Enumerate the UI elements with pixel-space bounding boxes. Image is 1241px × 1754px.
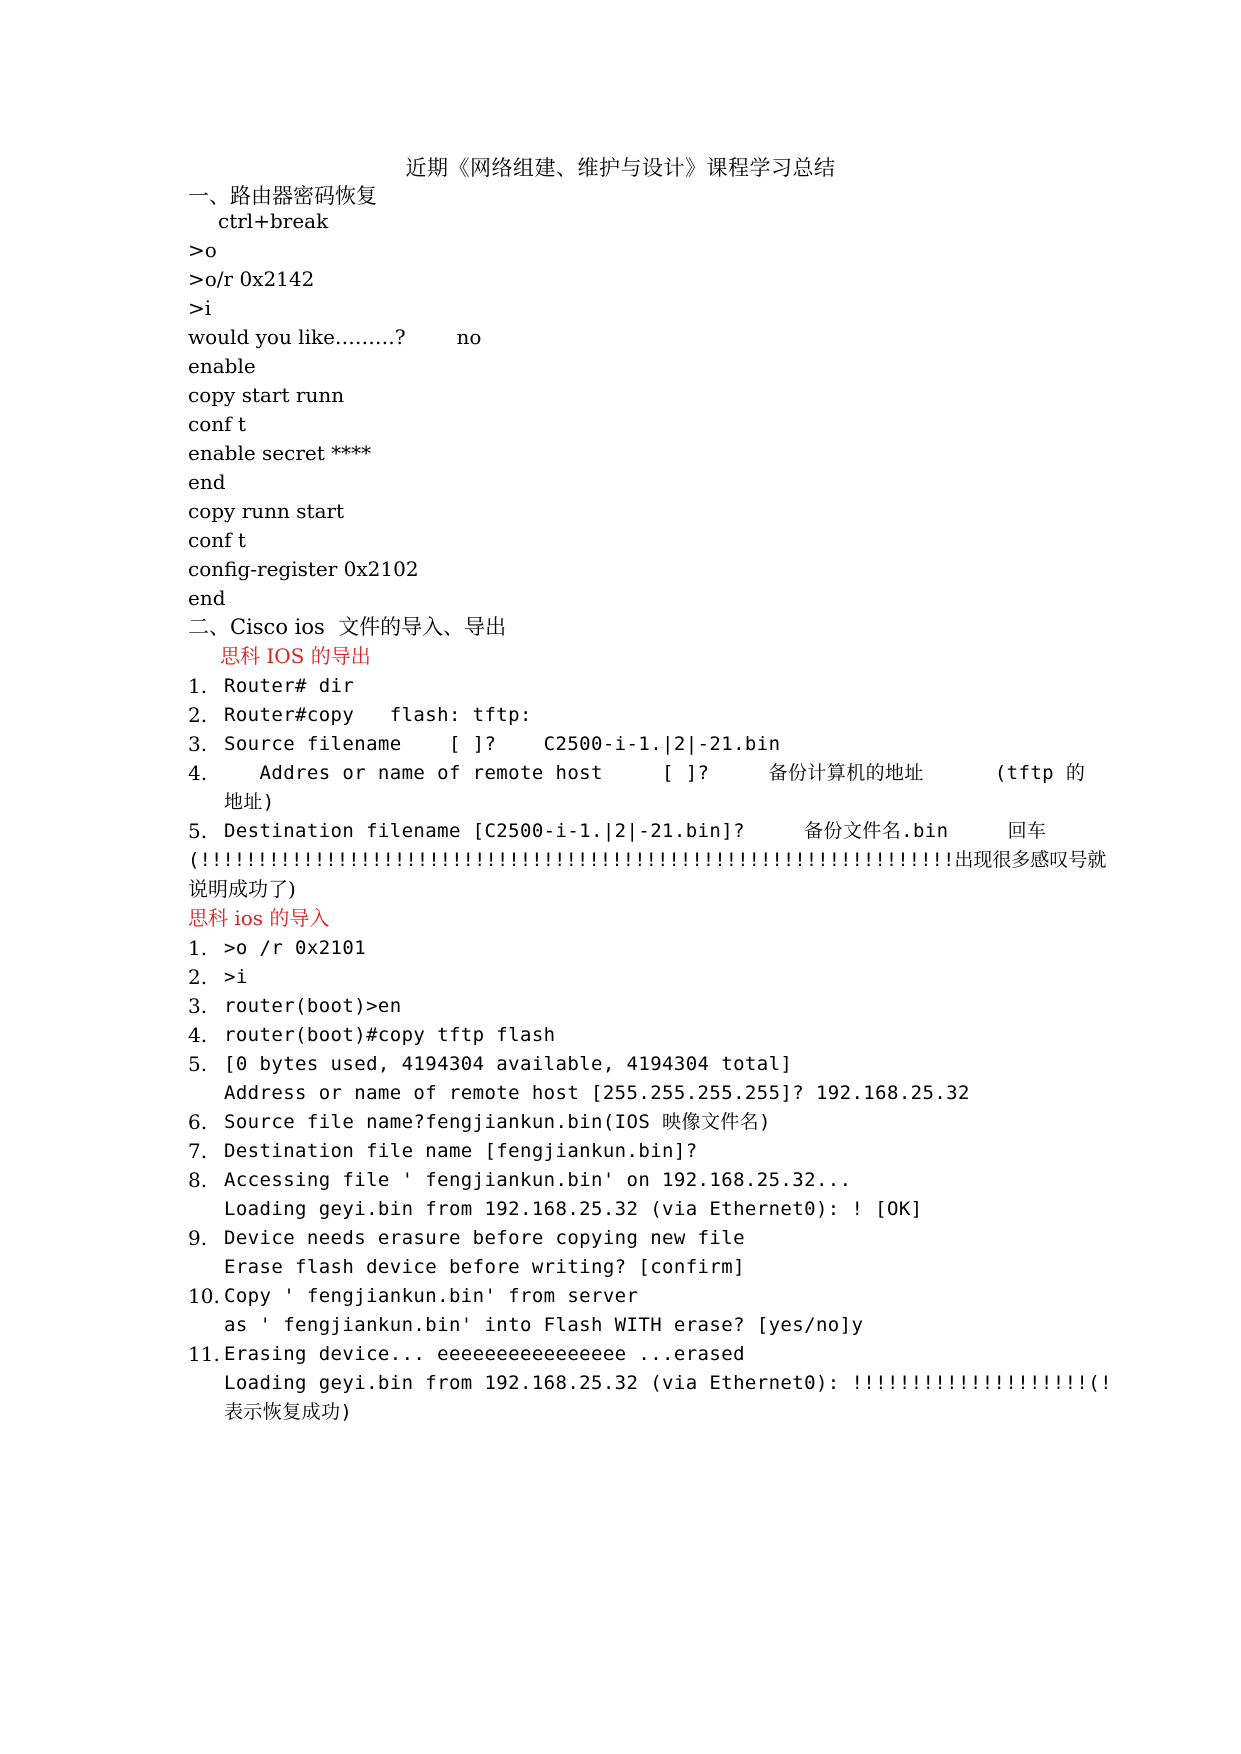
import-step-continued: Loading geyi.bin from 192.168.25.32 (via Ethernet0): ! [OK] (224, 1198, 923, 1220)
import-step: Copy ' fengjiankun.bin' from server (224, 1285, 639, 1307)
export-step-continued: 地址) (224, 791, 275, 813)
step-number: 8. (188, 1168, 208, 1192)
import-step: router(boot)#copy tftp flash (224, 1024, 556, 1046)
import-step-continued: Address or name of remote host [255.255.255.255]? 192.168.25.32 (224, 1082, 970, 1104)
step-number: 11. (188, 1342, 220, 1366)
import-step: >o /r 0x2101 (224, 937, 367, 959)
import-heading: 思科 ios 的导入 (188, 906, 330, 930)
section1-line: conf t (188, 528, 246, 552)
section1-line: end (188, 470, 226, 494)
step-number: 6. (188, 1110, 208, 1134)
section1-heading: 一、路由器密码恢复 (188, 184, 377, 208)
step-number: 1. (188, 674, 208, 698)
export-step: Router#copy flash: tftp: (224, 704, 532, 726)
step-number: 2. (188, 703, 208, 727)
section1-line: conf t (188, 412, 246, 436)
section1-line: ctrl+break (218, 209, 329, 233)
section1-line: >o (188, 238, 217, 262)
import-step: Accessing file ' fengjiankun.bin' on 192.168.25.32... (224, 1169, 852, 1191)
section1-line: enable (188, 354, 256, 378)
step-number: 4. (188, 1023, 208, 1047)
import-step: Device needs erasure before copying new file (224, 1227, 745, 1249)
step-number: 2. (188, 965, 208, 989)
section1-line: config-register 0x2102 (188, 557, 419, 581)
section1-line: would you like………? no (188, 325, 482, 349)
import-step-continued: Erase flash device before writing? [confirm] (224, 1256, 745, 1278)
section1-line: enable secret **** (188, 441, 372, 465)
import-step: [0 bytes used, 4194304 available, 4194304 total] (224, 1053, 793, 1075)
import-step: Erasing device... eeeeeeeeeeeeeeee ...erased (224, 1343, 745, 1365)
export-step: Router# dir (224, 675, 355, 697)
section1-line: copy start runn (188, 383, 345, 407)
document-title: 近期《网络组建、维护与设计》课程学习总结 (405, 156, 836, 180)
export-note: (!!!!!!!!!!!!!!!!!!!!!!!!!!!!!!!!!!!!!!!!!!!!!!!!!!!!!!!!!!!!!!!!!!出现很多感叹号就 (188, 849, 1107, 871)
export-step: Source filename [ ]? C2500-i-1.|2|-21.bin (224, 733, 781, 755)
section1-line: copy runn start (188, 499, 345, 523)
step-number: 1. (188, 936, 208, 960)
step-number: 3. (188, 732, 208, 756)
step-number: 9. (188, 1226, 208, 1250)
import-step: >i (224, 966, 248, 988)
export-note-continued: 说明成功了) (188, 877, 296, 901)
step-number: 5. (188, 819, 208, 843)
import-step: router(boot)>en (224, 995, 402, 1017)
export-step: Destination filename [C2500-i-1.|2|-21.bin]? 备份文件名.bin 回车 (224, 820, 1047, 842)
import-step-continued: 表示恢复成功) (224, 1401, 353, 1423)
section1-line: >o/r 0x2142 (188, 267, 315, 291)
step-number: 3. (188, 994, 208, 1018)
section1-line: end (188, 586, 226, 610)
import-step-continued: Loading geyi.bin from 192.168.25.32 (via Ethernet0): !!!!!!!!!!!!!!!!!!!!(! (224, 1372, 1112, 1394)
step-number: 4. (188, 761, 208, 785)
section2-heading: 二、Cisco ios 文件的导入、导出 (188, 615, 507, 639)
step-number: 10. (188, 1284, 220, 1308)
export-heading: 思科 IOS 的导出 (220, 644, 371, 668)
step-number: 7. (188, 1139, 208, 1163)
export-step: Addres or name of remote host [ ]? 备份计算机的地址 (tftp 的 (224, 762, 1086, 784)
section1-line: >i (188, 296, 212, 320)
import-step: Destination file name [fengjiankun.bin]? (224, 1140, 698, 1162)
import-step-continued: as ' fengjiankun.bin' into Flash WITH erase? [yes/no]y (224, 1314, 864, 1336)
step-number: 5. (188, 1052, 208, 1076)
import-step: Source file name?fengjiankun.bin(IOS 映像文件名) (224, 1111, 771, 1133)
